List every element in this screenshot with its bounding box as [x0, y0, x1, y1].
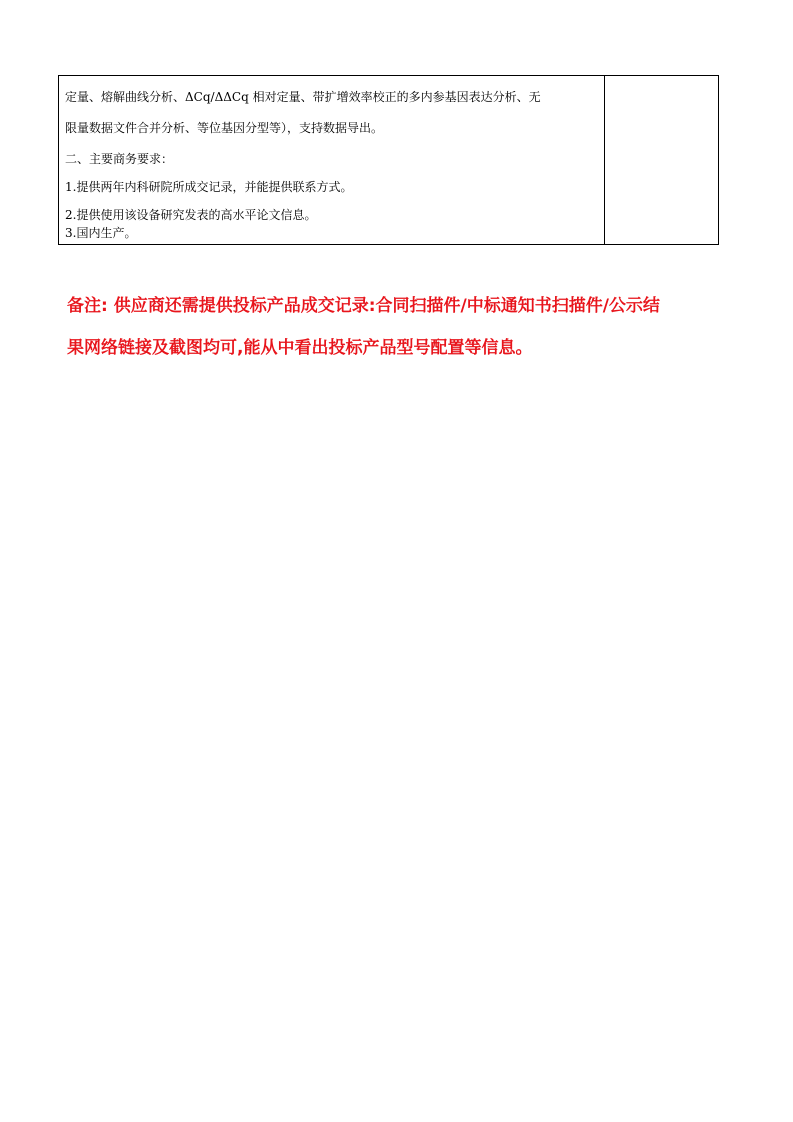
spec-text-line: 定量、熔解曲线分析、ΔCq/ΔΔCq 相对定量、带扩增效率校正的多内参基因表达分析、无 [65, 90, 541, 104]
remark-line: 备注: 供应商还需提供投标产品成交记录:合同扫描件/中标通知书扫描件/公示结 [67, 296, 660, 316]
remark-note [67, 296, 727, 358]
commercial-requirements-heading: 二、主要商务要求： [65, 152, 174, 166]
commercial-requirement-item: 3.国内生产。 [65, 226, 137, 240]
requirements-cell [59, 76, 605, 245]
side-cell [605, 76, 719, 245]
requirements-table [58, 75, 719, 245]
spec-text-line: 限量数据文件合并分析、等位基因分型等），支持数据导出。 [65, 121, 384, 135]
table-row [59, 76, 719, 245]
commercial-requirement-item: 1.提供两年内科研院所成交记录，并能提供联系方式。 [65, 180, 353, 194]
remark-line: 果网络链接及截图均可,能从中看出投标产品型号配置等信息。 [67, 338, 533, 358]
commercial-requirement-item: 2.提供使用该设备研究发表的高水平论文信息。 [65, 208, 317, 222]
